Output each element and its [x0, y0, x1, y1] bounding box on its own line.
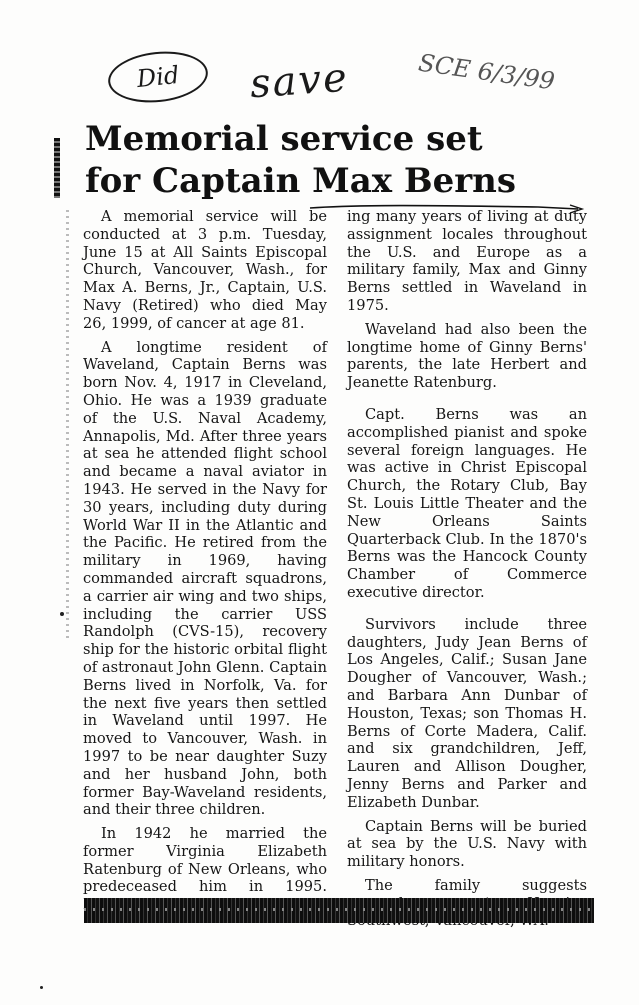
margin-mark — [54, 138, 60, 198]
headline-line-2: for Captain Max Berns — [85, 161, 517, 201]
clipping-bottom-border — [84, 898, 594, 923]
paragraph: A memorial service will be conducted at 3 p.m. Tuesday, June 15 at All Saints Episcopal Church, Vancouver, Wash., for Max A. Berns, Jr., Captain, U.S. Navy (Retired) who died May 26, 1999, of cancer at age 81. — [83, 208, 327, 332]
scan-speck — [60, 612, 64, 616]
headline — [85, 118, 605, 202]
paragraph: Captain Berns will be buried at sea by the U.S. Navy with military honors. — [347, 817, 587, 871]
scan-speck — [40, 986, 43, 989]
handwritten-save: save — [248, 54, 351, 108]
headline-line-1: Memorial service set — [85, 119, 483, 159]
margin-scan-artifact — [66, 210, 69, 640]
article-column-left — [83, 208, 327, 920]
paragraph: A longtime resident of Waveland, Captain Berns was born Nov. 4, 1917 in Cleveland, Ohio. He was a 1939 graduate of the U.S. Naval Academy, Annapolis, Md. After three years at sea he attended flight school and became a naval aviator in 1943. He served in the Navy for 30 years, including duty during World War II in the Atlantic and the Pacific. He retired from the military in 1969, having commanded aircraft squadrons, a carrier air wing and two ships, including the carrier USS Randolph (CVS-15), recovery ship for the historic orbital flight of astronaut John Glenn. Captain Berns lived in Norfolk, Va. for the next five years then settled in Waveland until 1997. He moved to Vancouver, Wash. in 1997 to be near daughter Suzy and her husband John, both former Bay-Waveland residents, and their three children. — [83, 338, 327, 819]
handwritten-circled-note — [106, 47, 211, 107]
paragraph: Capt. Berns was an accomplished pianist and spoke several foreign languages. He was active in Christ Episcopal Church, the Rotary Club, Bay St. Louis Little Theater and the New Orleans Saints Quarterback Club. In the 1870's Berns was the Hancock County Chamber of Commerce executive director. — [347, 405, 587, 601]
paragraph: Survivors include three daughters, Judy Jean Berns of Los Angeles, Calif.; Susan Jane Dougher of Vancouver, Wash.; and Barbara Ann Dunbar of Houston, Texas; son Thomas H. Berns of Corte Madera, Calif. and six grandchildren, Jeff, Lauren and Allison Dougher, Jenny Berns and Parker and Elizabeth Dunbar. — [347, 615, 587, 811]
paragraph: Waveland had also been the longtime home of Ginny Berns' parents, the late Herbert and Jeanette Ratenburg. — [347, 320, 587, 392]
paragraph: The family suggests — [365, 876, 587, 894]
paragraph: ing many years of living at duty assignment locales throughout the U.S. and Europe as a military family, Max and Ginny Berns settled in Waveland in 1975. — [347, 208, 587, 314]
handwritten-did: Did — [135, 60, 181, 94]
handwritten-date: SCE 6/3/99 — [416, 48, 557, 96]
article-column-right — [347, 208, 587, 936]
paragraph: In 1942 he married the former Virginia Elizabeth Ratenburg of New Orleans, who predeceased him in 1995. — [83, 825, 327, 896]
